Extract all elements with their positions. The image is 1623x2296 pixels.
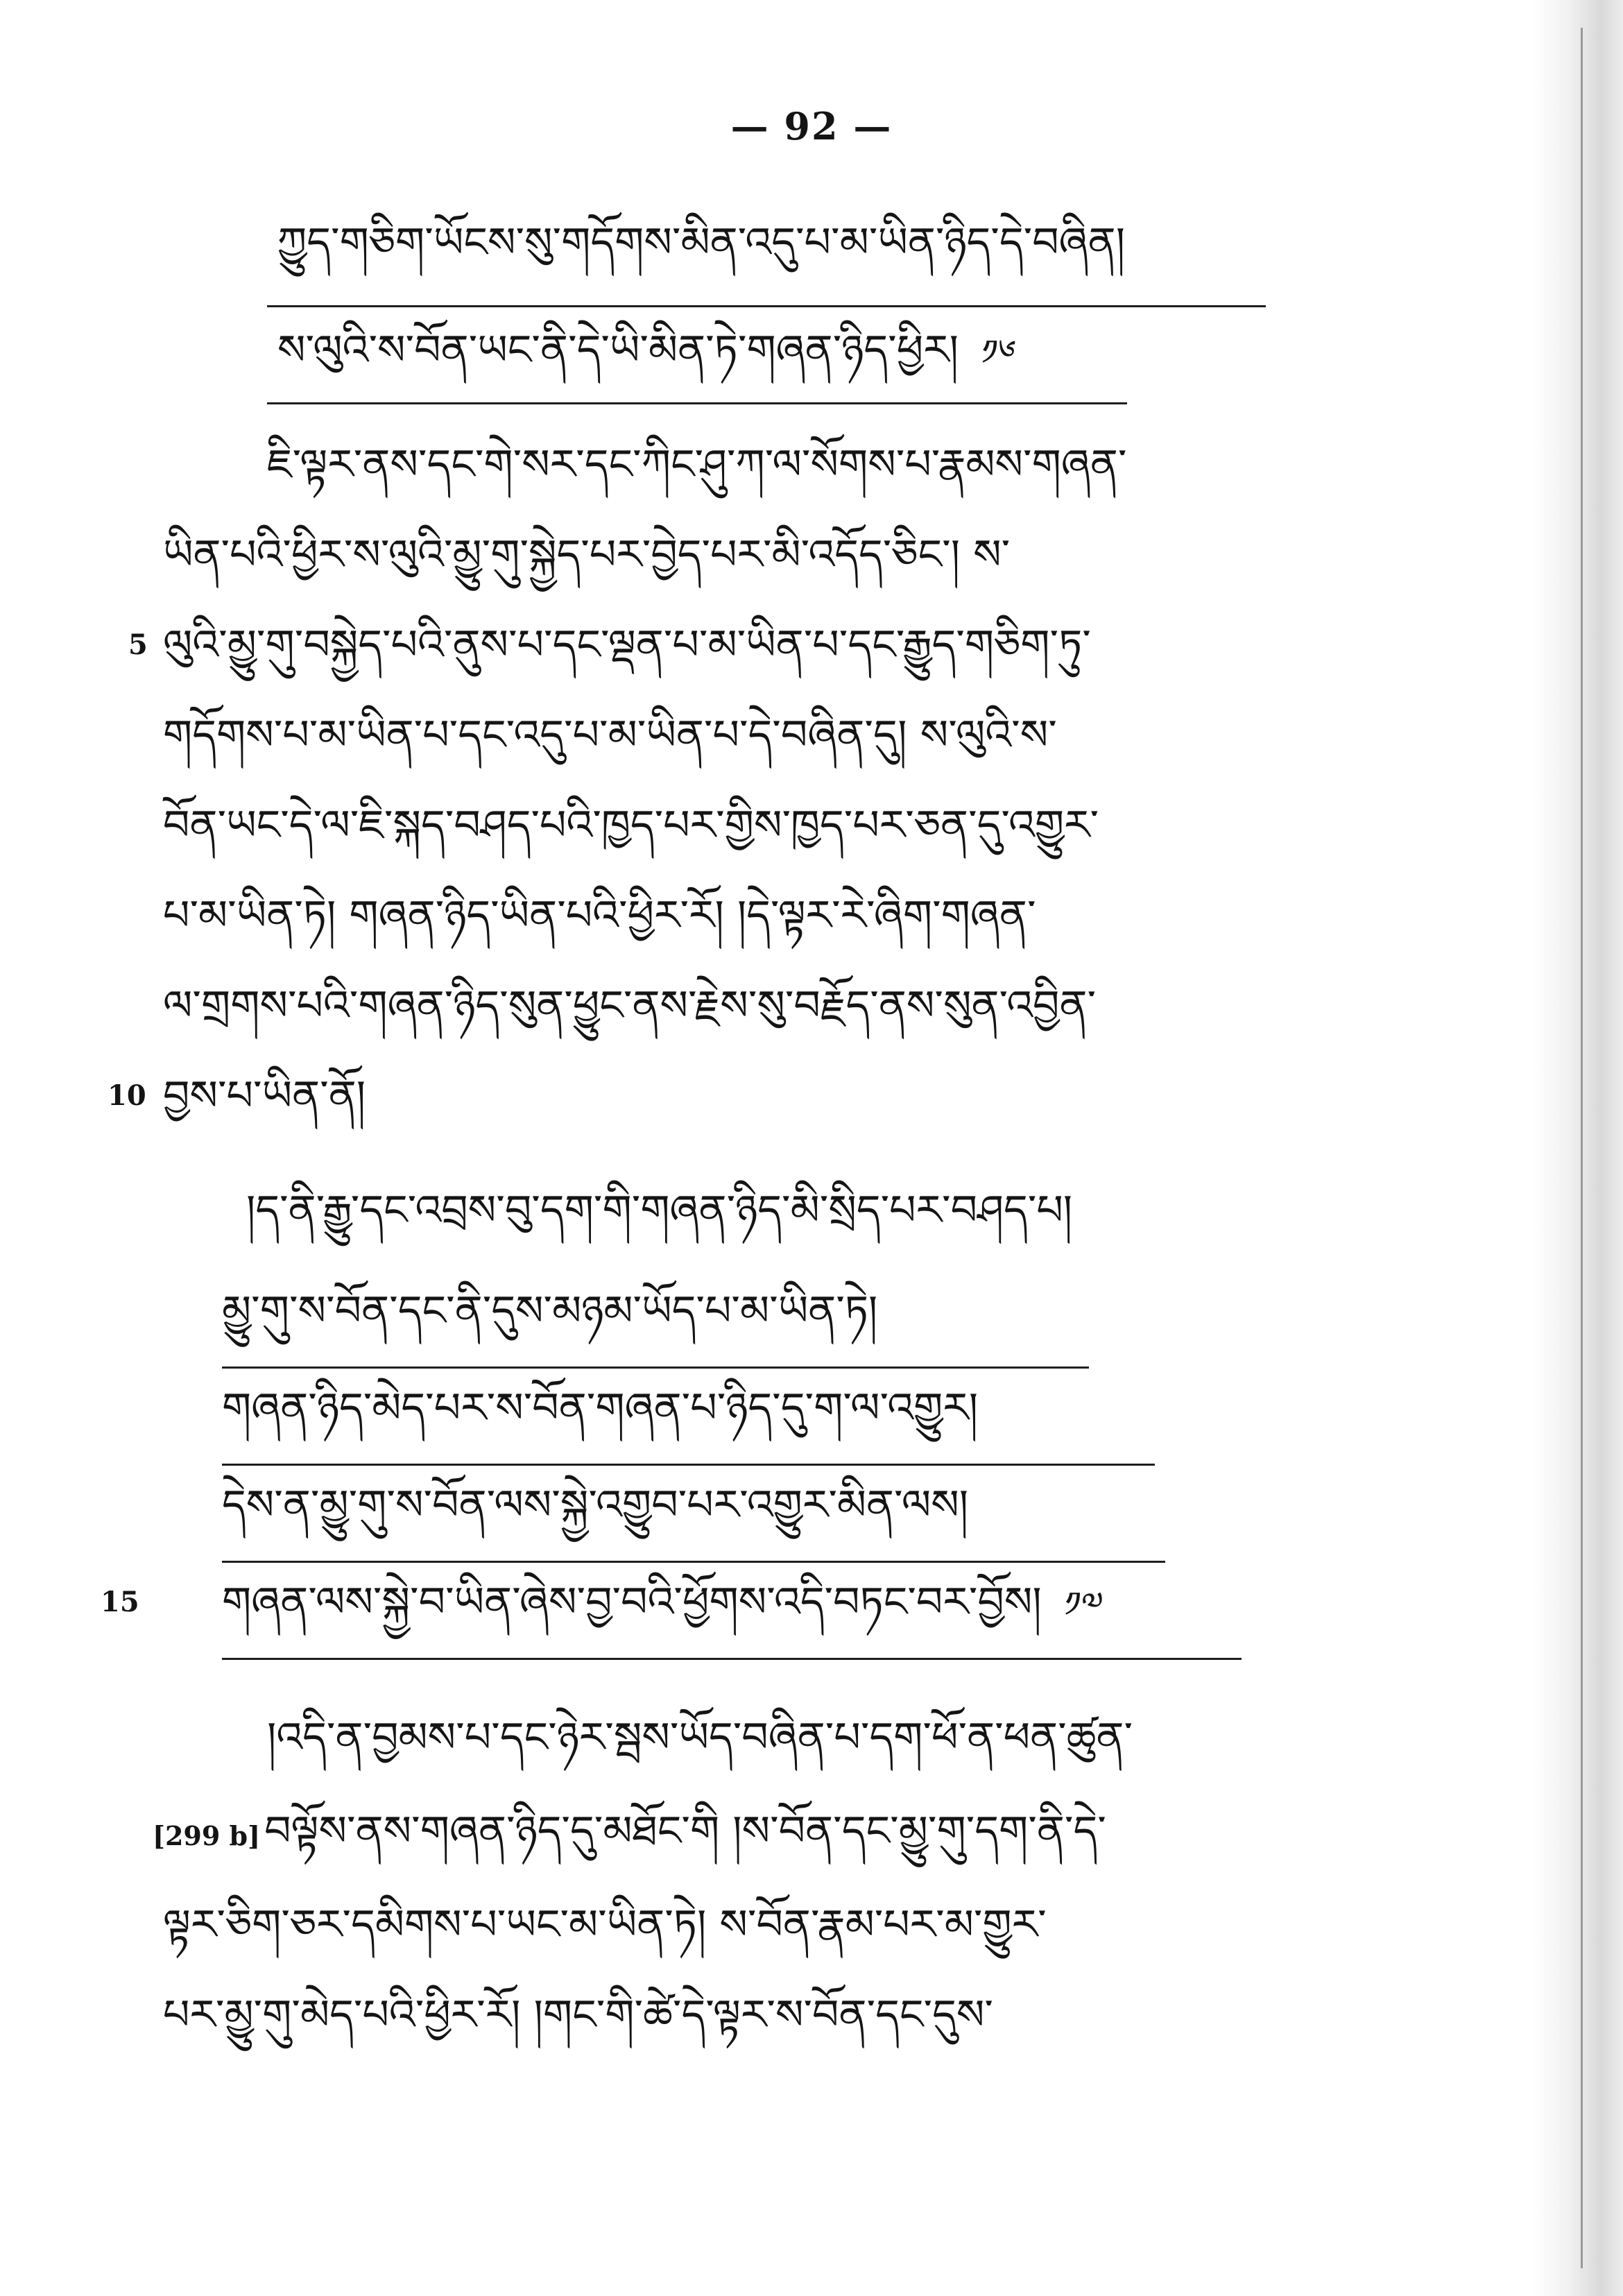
verse-line-text: ས་ལུའི་ས་བོན་ཡང་ནི་དེ་ཡི་མིན་ཏེ་གཞན་ཉིད་ཕྱིར། xyxy=(277,326,959,375)
verse-line xyxy=(277,319,1016,382)
verse-line xyxy=(222,1571,1104,1634)
verse-underline xyxy=(267,402,1127,404)
prose-line: ཡིན་པའི་ཕྱིར་ས་ལུའི་མྱུ་གུ་སྐྱེད་པར་བྱེད་པར་མི་འདོད་ཅིང་། ས་ xyxy=(163,531,1011,579)
prose-line: ལྟར་ཅིག་ཅར་དམིགས་པ་ཡང་མ་ཡིན་ཏེ། ས་བོན་རྣམ་པར་མ་གྱུར་ xyxy=(163,1901,1047,1949)
verse-line-text: ཀྱུད་གཅིག་ཡོངས་སུ་གདོགས་མིན་འདུ་པ་མ་ཡིན་ཉིད་དེ་བཞིན། xyxy=(277,219,1126,267)
prose-line xyxy=(153,1800,1106,1862)
prose-line: པ་མ་ཡིན་ཏེ། གཞན་ཉིད་ཡིན་པའི་ཕྱིར་རོ། །དེ་ལྟར་རེ་ཞིག་གཞན་ xyxy=(163,891,1036,940)
line-number: 10 xyxy=(108,1079,146,1112)
prose-line-text: བལྟོས་ནས་གཞན་ཉིད་དུ་མཐོང་གི །ས་བོན་དང་མྱུ་གུ་དག་ནི་དེ་ xyxy=(264,1807,1106,1856)
verse-line-text: གཞན་ལས་སྐྱེ་བ་ཡིན་ཞེས་བྱ་བའི་ཕྱོགས་འདི་བཏང་བར་བྱོས། xyxy=(222,1578,1042,1627)
verse-line-text: མྱུ་གུ་ས་བོན་དང་ནི་དུས་མཉམ་ཡོད་པ་མ་ཡིན་ཏེ། xyxy=(222,1287,878,1335)
prose-line: ཇི་ལྟར་ནས་དང་གེ་སར་དང་ཀིང་ཤུ་ཀ་ལ་སོགས་པ་རྣམས་གཞན་ xyxy=(267,440,1127,489)
verse-line-text: །ད་ནི་རྒྱུ་དང་འབྲས་བུ་དག་གི་གཞན་ཉིད་མི་སྲིད་པར་བཤད་པ། xyxy=(246,1186,1073,1235)
line-number: 15 xyxy=(101,1586,139,1618)
page-edge-line xyxy=(1581,28,1583,2268)
prose-line: གདོགས་པ་མ་ཡིན་པ་དང་འདུ་པ་མ་ཡིན་པ་དེ་བཞིན་དུ། ས་ལུའི་ས་ xyxy=(163,711,1057,760)
verse-line xyxy=(277,212,1125,274)
verse-underline xyxy=(267,305,1266,307)
line-number: 5 xyxy=(128,628,148,661)
page-edge-shadow xyxy=(1533,0,1623,2296)
verse-underline xyxy=(222,1561,1165,1563)
verse-underline xyxy=(222,1367,1089,1369)
verse-line xyxy=(222,1474,968,1536)
page-number: — 92 — xyxy=(730,104,893,148)
verse-line xyxy=(246,1179,1072,1242)
verse-underline xyxy=(222,1464,1155,1466)
verse-line-text: གཞན་ཉིད་མེད་པར་ས་བོན་གཞན་པ་ཉིད་དུ་ག་ལ་འགྱུར། xyxy=(222,1384,979,1432)
prose-line: །འདི་ན་བྱམས་པ་དང་ཉེར་སྦས་ཡོད་བཞིན་པ་དག་ཕོ་ན་ཕན་ཚུན་ xyxy=(267,1713,1133,1762)
prose-line: ལ་གྲགས་པའི་གཞན་ཉིད་སུན་ཕྱུང་ནས་རྗེས་སུ་བརྗོད་ནས་སུན་འབྱིན་ xyxy=(163,982,1097,1030)
verse-underline xyxy=(222,1658,1242,1660)
verse-number: ༡༦ xyxy=(981,332,1016,372)
folio-marker: [299 b] xyxy=(153,1820,261,1851)
verse-line xyxy=(222,1377,978,1439)
prose-line: བྱས་པ་ཡིན་ནོ། xyxy=(163,1072,366,1120)
prose-line: ལུའི་མྱུ་གུ་བསྐྱེད་པའི་ནུས་པ་དང་ལྡན་པ་མ་ཡིན་པ་དང་རྒྱུད་གཅིག་ཏུ་ xyxy=(163,621,1091,669)
prose-line: པར་མྱུ་གུ་མེད་པའི་ཕྱིར་རོ། །གང་གི་ཚེ་དེ་ལྟར་ས་བོན་དང་དུས་ xyxy=(163,1991,993,2039)
verse-line xyxy=(222,1280,877,1342)
prose-line: བོན་ཡང་དེ་ལ་ཇི་སྐད་བཤད་པའི་ཁྱད་པར་གྱིས་ཁྱད་པར་ཅན་དུ་འགྱུར་ xyxy=(163,801,1099,850)
verse-line-text: དེས་ན་མྱུ་གུ་ས་བོན་ལས་སྐྱེ་འགྱུབ་པར་འགྱུར་མིན་ལས། xyxy=(222,1481,969,1530)
verse-number: ༡༧ xyxy=(1064,1584,1104,1625)
